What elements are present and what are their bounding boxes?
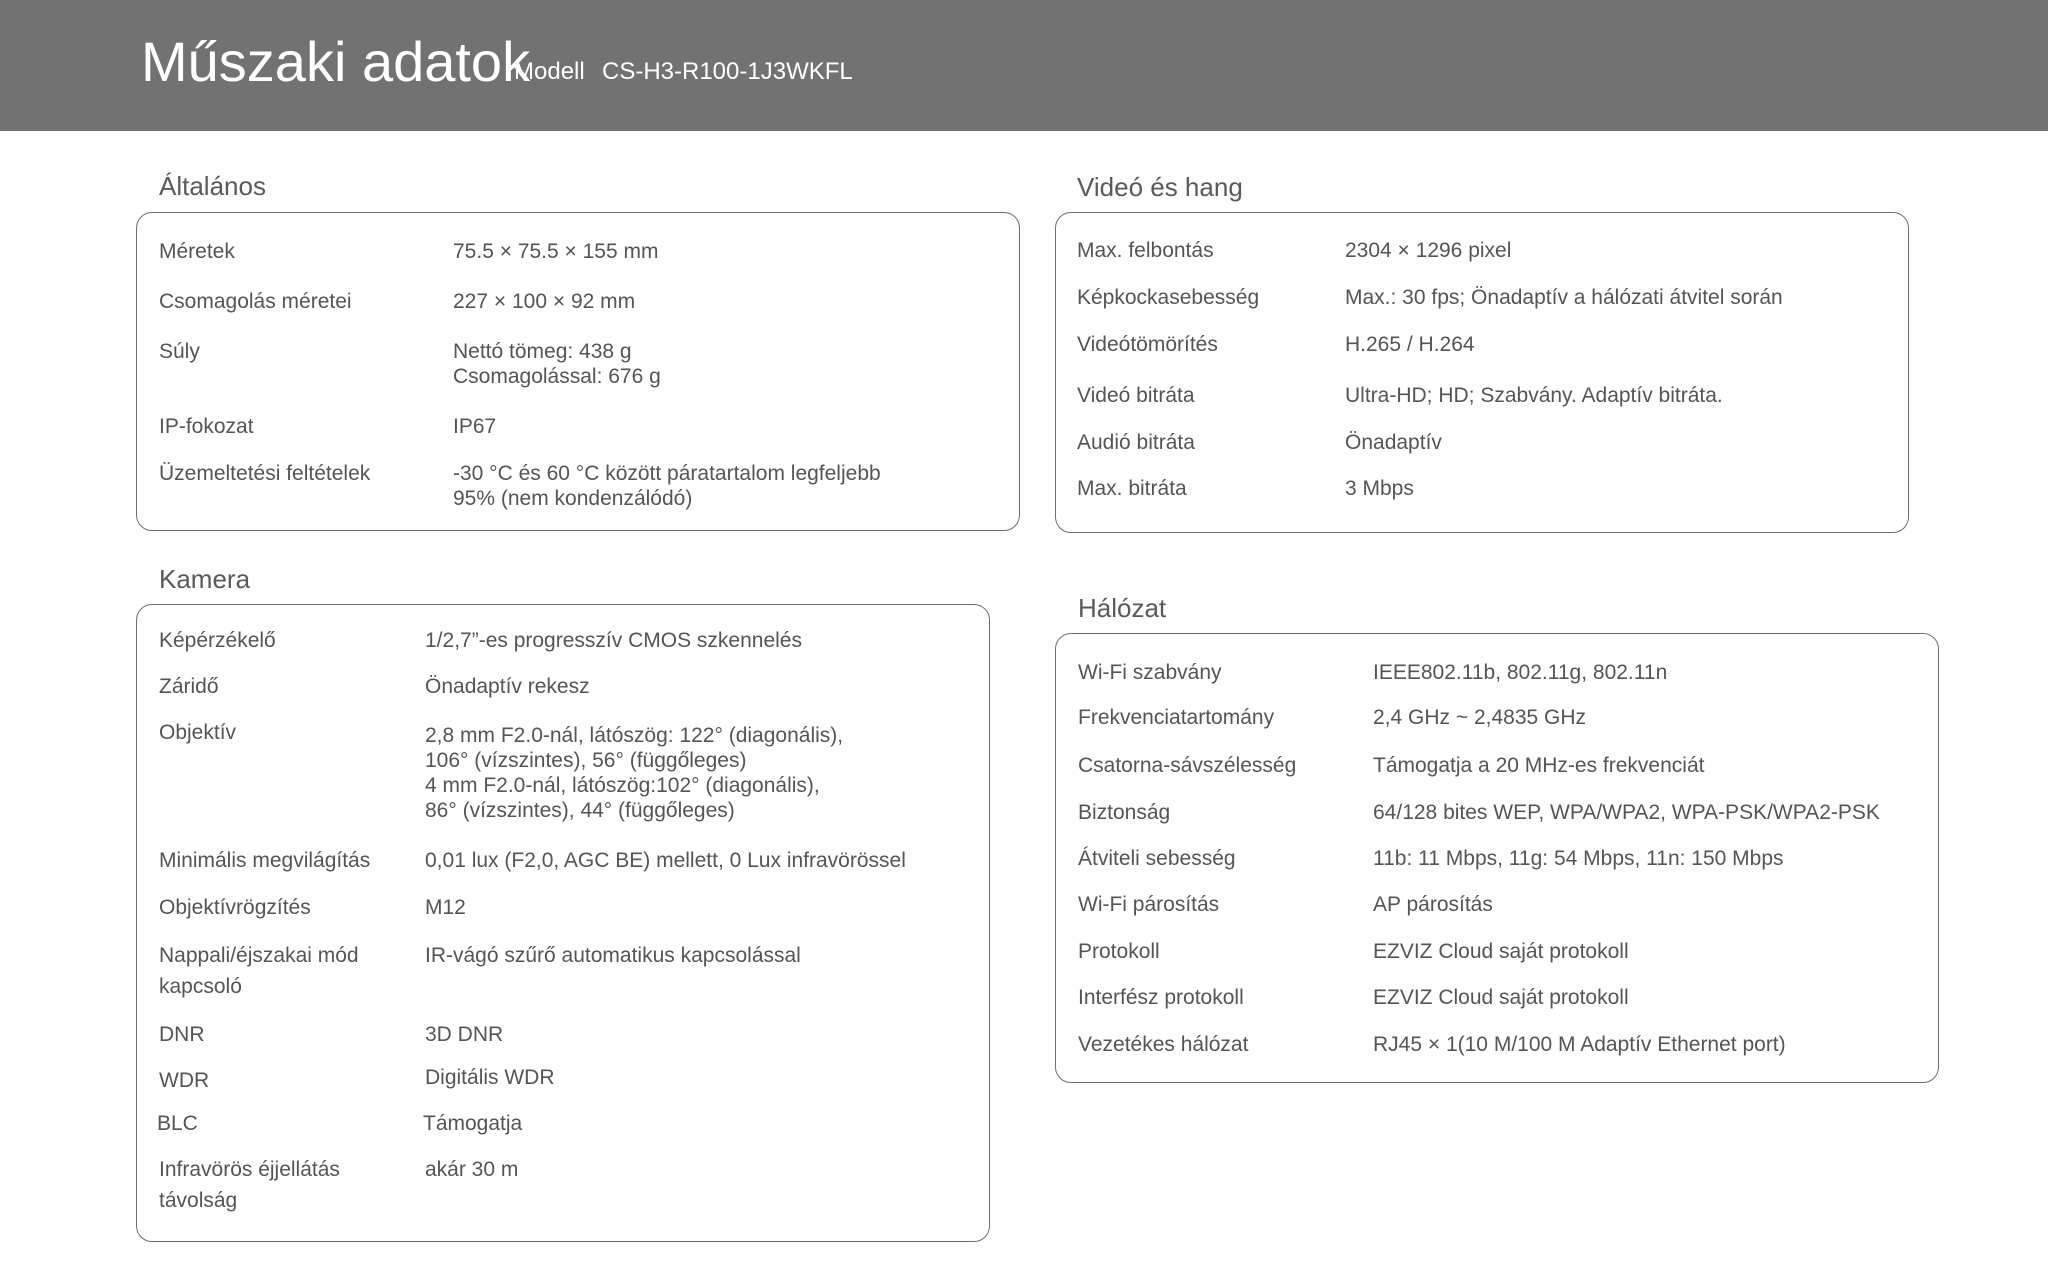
spec-value: 227 × 100 × 92 mm bbox=[453, 290, 636, 313]
spec-value: 4 mm F2.0-nál, látószög:102° (diagonális), bbox=[425, 774, 820, 797]
spec-value: 86° (vízszintes), 44° (függőleges) bbox=[425, 799, 735, 822]
spec-value: 1/2,7”-es progresszív CMOS szkennelés bbox=[425, 629, 802, 652]
spec-value: Digitális WDR bbox=[425, 1066, 555, 1089]
spec-label: Minimális megvilágítás bbox=[159, 849, 371, 872]
spec-value: IR-vágó szűrő automatikus kapcsolással bbox=[425, 944, 801, 967]
spec-label: IP-fokozat bbox=[159, 415, 254, 438]
spec-value: 0,01 lux (F2,0, AGC BE) mellett, 0 Lux infravörössel bbox=[425, 849, 906, 872]
model-value: CS-H3-R100-1J3WKFL bbox=[602, 58, 853, 85]
spec-value: IEEE802.11b, 802.11g, 802.11n bbox=[1373, 661, 1668, 684]
spec-label: Csomagolás méretei bbox=[159, 290, 352, 313]
header-bar bbox=[0, 0, 2048, 131]
spec-label: WDR bbox=[159, 1069, 210, 1092]
spec-label: Wi-Fi szabvány bbox=[1078, 661, 1222, 684]
spec-value: Ultra-HD; HD; Szabvány. Adaptív bitráta. bbox=[1345, 384, 1723, 407]
spec-value: 95% (nem kondenzálódó) bbox=[453, 487, 693, 510]
spec-label: Objektívrögzítés bbox=[159, 896, 311, 919]
spec-value: H.265 / H.264 bbox=[1345, 333, 1475, 356]
spec-value: 3 Mbps bbox=[1345, 477, 1414, 500]
page-title: Műszaki adatok bbox=[141, 30, 531, 93]
spec-label: Wi-Fi párosítás bbox=[1078, 893, 1220, 916]
spec-label: Nappali/éjszakai mód bbox=[159, 944, 359, 967]
spec-label: Üzemeltetési feltételek bbox=[159, 462, 371, 485]
spec-label: Frekvenciatartomány bbox=[1078, 706, 1275, 729]
spec-label: Képérzékelő bbox=[159, 629, 276, 652]
spec-label: Méretek bbox=[159, 240, 235, 263]
spec-label: távolság bbox=[159, 1189, 238, 1212]
spec-label: Max. bitráta bbox=[1077, 477, 1187, 500]
spec-label: Infravörös éjjellátás bbox=[159, 1158, 340, 1181]
spec-label: Átviteli sebesség bbox=[1078, 847, 1236, 870]
spec-label: Súly bbox=[159, 340, 200, 363]
spec-value: AP párosítás bbox=[1373, 893, 1493, 916]
spec-value: EZVIZ Cloud saját protokoll bbox=[1373, 940, 1629, 963]
spec-label: kapcsoló bbox=[159, 975, 242, 998]
model-label: Modell bbox=[514, 58, 585, 85]
spec-value: Támogatja a 20 MHz-es frekvenciát bbox=[1373, 754, 1705, 777]
spec-label: Vezetékes hálózat bbox=[1078, 1033, 1249, 1056]
spec-value: 2304 × 1296 pixel bbox=[1345, 239, 1512, 262]
camera-box bbox=[136, 604, 990, 1242]
spec-value: 2,8 mm F2.0-nál, látószög: 122° (diagonális), bbox=[425, 724, 844, 747]
spec-value: akár 30 m bbox=[425, 1158, 519, 1181]
spec-label: Objektív bbox=[159, 721, 237, 744]
spec-value: 75.5 × 75.5 × 155 mm bbox=[453, 240, 659, 263]
spec-value: 11b: 11 Mbps, 11g: 54 Mbps, 11n: 150 Mbps bbox=[1373, 847, 1784, 870]
spec-value: Csomagolással: 676 g bbox=[453, 365, 661, 388]
spec-value: EZVIZ Cloud saját protokoll bbox=[1373, 986, 1629, 1009]
spec-label: BLC bbox=[157, 1112, 198, 1135]
section-title-general: Általános bbox=[159, 171, 266, 201]
spec-value: IP67 bbox=[453, 415, 497, 438]
spec-label: Audió bitráta bbox=[1077, 431, 1195, 454]
spec-value: Nettó tömeg: 438 g bbox=[453, 340, 632, 363]
spec-label: Záridő bbox=[159, 675, 219, 698]
spec-label: Biztonság bbox=[1078, 801, 1171, 824]
spec-value: -30 °C és 60 °C között páratartalom legfeljebb bbox=[453, 462, 881, 485]
spec-label: Protokoll bbox=[1078, 940, 1160, 963]
spec-label: Videótömörítés bbox=[1077, 333, 1218, 356]
spec-label: Csatorna-sávszélesség bbox=[1078, 754, 1297, 777]
section-title-network: Hálózat bbox=[1078, 593, 1167, 623]
spec-value: 106° (vízszintes), 56° (függőleges) bbox=[425, 749, 747, 772]
spec-label: Max. felbontás bbox=[1077, 239, 1214, 262]
spec-value: Támogatja bbox=[423, 1112, 523, 1135]
spec-label: Videó bitráta bbox=[1077, 384, 1195, 407]
spec-value: 3D DNR bbox=[425, 1023, 504, 1046]
spec-value: 64/128 bites WEP, WPA/WPA2, WPA-PSK/WPA2-PSK bbox=[1373, 801, 1880, 824]
spec-value: RJ45 × 1(10 M/100 M Adaptív Ethernet port) bbox=[1373, 1033, 1786, 1056]
section-title-camera: Kamera bbox=[159, 564, 251, 594]
spec-value: Önadaptív rekesz bbox=[425, 675, 590, 698]
spec-value: Max.: 30 fps; Önadaptív a hálózati átvitel során bbox=[1345, 286, 1783, 309]
spec-label: DNR bbox=[159, 1023, 205, 1046]
spec-label: Képkockasebesség bbox=[1077, 286, 1260, 309]
spec-value: Önadaptív bbox=[1345, 431, 1442, 454]
section-title-video-audio: Videó és hang bbox=[1077, 172, 1243, 202]
spec-value: 2,4 GHz ~ 2,4835 GHz bbox=[1373, 706, 1587, 729]
spec-label: Interfész protokoll bbox=[1078, 986, 1244, 1009]
spec-value: M12 bbox=[425, 896, 466, 919]
